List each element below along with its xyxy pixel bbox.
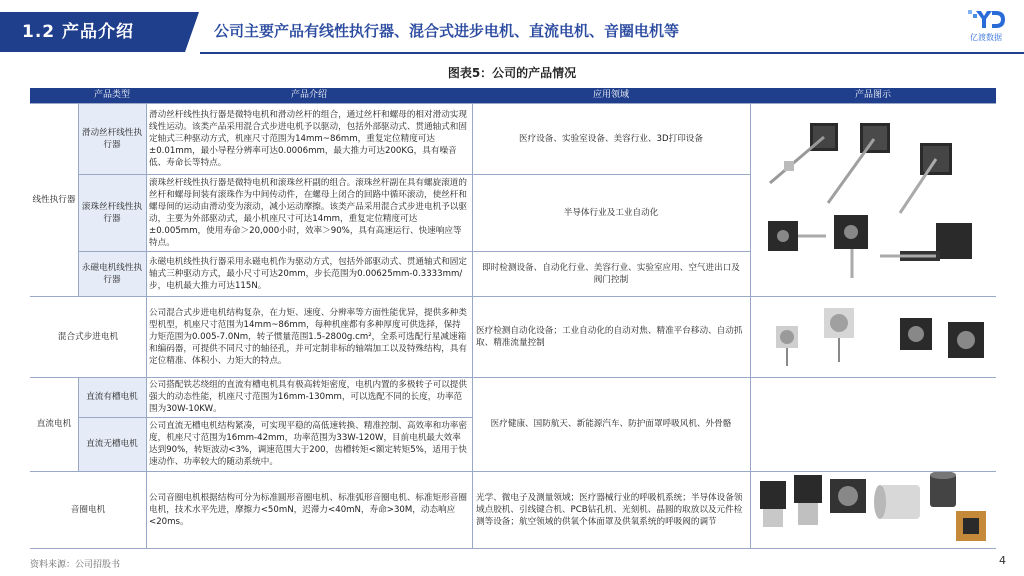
intro-permanent-magnet: 永磁电机线性执行器采用永磁电机作为驱动方式，包括外部驱动式、贯通轴式和固定轴式三种驱动方式，最小尺寸可达20mm，步长范围为0.00625mm-0.3333mm/步，电机最大推力可达115N。: [149, 256, 467, 291]
subtype-sliding-screw: 滑动丝杆线性执行器: [78, 103, 146, 174]
app-dc-motor: 医疗健康、国防航天、新能源汽车、防护面罩呼吸风机、外骨骼: [490, 419, 732, 429]
intro-ball-screw: 滚珠丝杆线性执行器是微特电机和滚珠丝杆副的组合。滚珠丝杆副在具有螺旋滚道的丝杆和螺母间装有滚珠作为中间传动件，在螺母上闭合的回路中循环滚动，使丝杆和螺母间的运动由滑动变为滚动，减小运动摩擦。该类产品采用混合式步进电机予以驱动，主要为外部驱动式，最小机座尺寸可达14mm，重复定位精度可达±0.005mm，使用寿命＞20,000小时，效率＞90%，具有高速运行、快速响应等特点。: [149, 177, 467, 248]
app-voice-coil: 光学、微电子及测量领域；医疗器械行业的呼吸机系统；半导体设备领域点胶机、引线键合机、PCB钻孔机、光刻机、晶圆的取放以及元件检测等设备；航空领域的供氧个体面罩及供氧系统的呼吸阀的调节: [476, 492, 743, 527]
stepper-motor-icon: [794, 475, 822, 525]
page-number: 4: [999, 554, 1006, 567]
row-divider: [78, 417, 472, 418]
group-voice-coil: 音圈电机: [70, 504, 106, 515]
stepper-motor-icon: [900, 143, 952, 213]
app-sliding-screw: 医疗设备、实验室设备、美容行业、3D打印设备: [519, 133, 703, 144]
stepper-motor-icon: [900, 318, 932, 350]
row-divider: [30, 296, 996, 297]
intro-hybrid-stepper: 公司混合式步进电机结构复杂，在力矩、速度、分辨率等方面性能优异，提供多种类型机型，机座尺寸范围为14mm~86mm，每种机座都有多种厚度可供选择，保持力矩范围为0.005-7.0Nm，转子惯量范围1.5-2800g.cm²，全系可选配行星减速箱和编码器，可提供不同尺寸的轴径孔，并可定制非标的轴端加工以及特殊结构，具有定位精准、体积小、力矩大的特点。: [149, 307, 467, 366]
hybrid-stepper-images: [750, 296, 996, 377]
product-table: [30, 88, 996, 548]
col-header-type: 产品类型: [93, 90, 130, 100]
voice-coil-images: [750, 471, 996, 548]
group-dc-motor: 直流电机: [36, 419, 72, 429]
voice-coil-illustration: [750, 471, 996, 548]
stepper-motor-icon: [948, 322, 984, 358]
table-title: 图表5：公司的产品情况: [447, 66, 577, 80]
subtype-permanent-magnet: 永磁电机线性执行器: [78, 251, 146, 296]
app-ball-screw: 半导体行业及工业自动化: [563, 207, 659, 218]
intro-slotless-dc: 公司直流无槽电机结构紧凑，可实现平稳的高低速转换、精准控制、高效率和功率密度，机座尺寸范围为16mm-42mm，功率范围为33W-120W，目前电机最大效率达到90%，转矩波动<3%，调速范围大于200，齿槽转矩<额定转矩5%，适用于快速动作、功率较大的随动系统中。: [149, 421, 467, 467]
row-divider: [30, 471, 996, 472]
stepper-motor-icon: [824, 308, 854, 362]
linear-actuator-images: [750, 103, 996, 296]
logo-text: 亿渡数据: [970, 33, 1002, 42]
dc-motor-images: [750, 377, 996, 471]
row-divider: [78, 174, 750, 175]
group-linear-actuator: 线性执行器: [32, 194, 76, 205]
intro-brushed-dc: 公司搭配铁芯绕组的直流有槽电机具有极高转矩密度，电机内置的多极转子可以提供强大的动态性能，机座尺寸范围为16mm-130mm，可以选配不同的长度，功率范围为30W-10KW。: [149, 380, 467, 414]
subtype-ball-screw: 滚珠丝杆线性执行器: [78, 174, 146, 251]
stepper-motor-icon: [880, 223, 972, 261]
app-hybrid-stepper: 医疗检测自动化设备；工业自动化的自动对焦、精准平台移动、自动抓取、精准流量控制: [476, 325, 743, 348]
row-divider: [30, 548, 996, 549]
row-divider: [30, 103, 996, 104]
col-divider: [78, 103, 79, 296]
col-header-intro: 产品介绍: [290, 90, 327, 100]
col-header-image: 产品图示: [854, 90, 891, 100]
col-divider: [750, 103, 751, 548]
stepper-motor-icon: [776, 326, 798, 366]
stepper-motor-icon: [768, 221, 826, 251]
stepper-motor-icon: [834, 215, 868, 278]
section-label-tail: [185, 12, 199, 52]
voice-coil-cylinder-icon: [930, 471, 956, 507]
subtype-slotless-dc: 直流无槽电机: [78, 417, 146, 471]
linear-actuator-illustration: [750, 103, 996, 296]
col-divider: [78, 377, 79, 471]
row-divider: [78, 251, 750, 252]
stepper-motor-icon: [760, 481, 786, 527]
slide-header: [0, 0, 1024, 58]
voice-coil-cylinder-icon: [874, 485, 920, 519]
app-permanent-magnet: 即时检测设备、自动化行业、美容行业、实验室应用、空气进出口及阀门控制: [482, 262, 740, 285]
row-divider: [30, 377, 996, 378]
section-label: 1.2 产品介绍: [0, 12, 185, 52]
voice-coil-rect-icon: [956, 511, 986, 541]
group-hybrid-stepper: 混合式步进电机: [57, 331, 119, 342]
col-divider: [146, 103, 147, 548]
logo-mark-icon: [966, 8, 1006, 30]
col-divider: [472, 103, 473, 548]
slide-title: 公司主要产品有线性执行器、混合式进步电机、直流电机、音圈电机等: [214, 22, 680, 40]
header-divider: [200, 52, 1024, 54]
hybrid-stepper-illustration: [750, 296, 996, 377]
stepper-motor-icon: [830, 479, 866, 513]
intro-sliding-screw: 滑动丝杆线性执行器是微特电机和滑动丝杆的组合，通过丝杆和螺母的相对滑动实现线性运动。该类产品采用混合式步进电机予以驱动，包括外部驱动式、贯通轴式和固定轴式三种驱动方式，机座尺寸范围为14mm~86mm，重复定位精度可达±0.01mm，最小导程分辨率可达0.0006mm，最大推力可达200KG，具有噪音低、寿命长等特点。: [149, 109, 467, 168]
col-header-app: 应用领域: [592, 90, 629, 100]
stepper-motor-icon: [770, 123, 838, 183]
subtype-brushed-dc: 直流有槽电机: [78, 377, 146, 417]
intro-voice-coil: 公司音圈电机根据结构可分为标准圆形音圈电机、标准弧形音圈电机、标准矩形音圈电机，技术水平先进，摩擦力<50mN，迟滞力<40mN，寿命>30M，动态响应<20ms。: [149, 492, 467, 527]
company-logo: [958, 8, 1014, 44]
source-note: 资料来源：公司招股书: [30, 560, 121, 570]
